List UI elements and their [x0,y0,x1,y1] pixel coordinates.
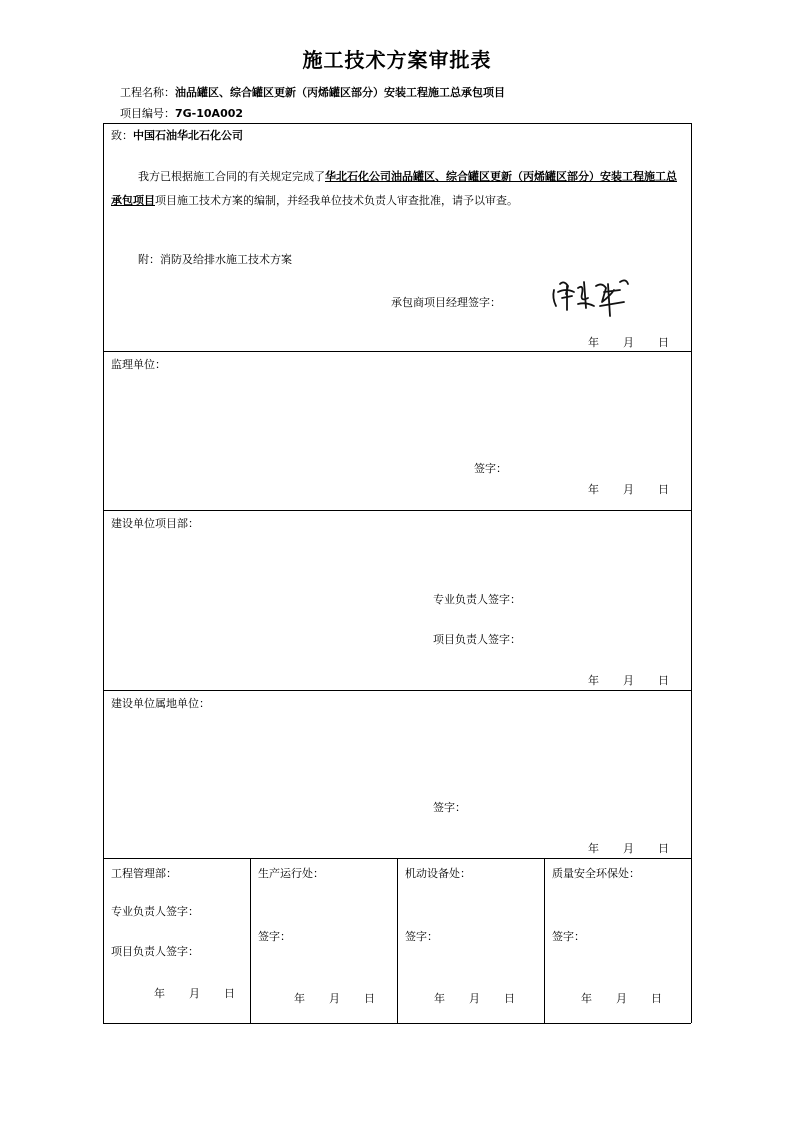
date-line-col2 [294,990,375,1006]
owner-local-unit-label: 建设单位属地单位： [111,697,210,710]
day-label: 日 [364,992,375,1005]
date-line-col1 [154,985,235,1001]
table-border-left [103,123,104,1023]
month-label: 月 [329,992,340,1005]
owner-prof-sign-label: 专业负责人签字： [433,593,521,606]
year-label: 年 [588,483,599,496]
day-label: 日 [504,992,515,1005]
supervisor-label: 监理单位： [111,358,166,371]
year-label: 年 [581,992,592,1005]
project-number-value: 7G-10A002 [175,107,244,120]
table-border-bottom [103,1023,691,1024]
month-label: 月 [189,987,200,1000]
day-label: 日 [658,336,669,349]
col-divider-3 [544,858,545,1023]
month-label: 月 [623,842,634,855]
year-label: 年 [588,336,599,349]
production-dept-label: 生产运行处： [258,867,324,880]
engineering-prof-sign-label: 专业负责人签字： [111,905,199,918]
signature-image [548,276,632,320]
application-paragraph [111,165,684,213]
project-number-row [120,105,243,121]
equipment-sign-label: 签字： [405,930,438,943]
day-label: 日 [658,842,669,855]
table-border-top [103,123,691,124]
year-label: 年 [588,842,599,855]
para-prefix: 我方已根据施工合同的有关规定完成了 [138,170,325,183]
project-number-label: 项目编号： [120,107,175,120]
month-label: 月 [616,992,627,1005]
date-line-1 [588,334,669,350]
attachment-line: 附：消防及给排水施工技术方案 [138,253,292,266]
supervisor-sign-label: 签字： [474,462,507,475]
year-label: 年 [434,992,445,1005]
to-label: 致： [111,129,133,142]
day-label: 日 [658,483,669,496]
month-label: 月 [623,674,634,687]
production-sign-label: 签字： [258,930,291,943]
date-line-col4 [581,990,662,1006]
to-value: 中国石油华北石化公司 [133,129,243,142]
to-line [111,127,243,143]
owner-proj-sign-label: 项目负责人签字： [433,633,521,646]
day-label: 日 [224,987,235,1000]
month-label: 月 [469,992,480,1005]
year-label: 年 [588,674,599,687]
project-name-label: 工程名称： [120,86,175,99]
equipment-dept-label: 机动设备处： [405,867,471,880]
day-label: 日 [651,992,662,1005]
col-divider-2 [397,858,398,1023]
col-divider-1 [250,858,251,1023]
date-line-3 [588,672,669,688]
para-project: 华北石化公司油品罐区、综合罐区更新（丙烯罐区部分）安装工程施工总承包项目 [111,170,677,207]
para-suffix: 项目施工技术方案的编制，并经我单位技术负责人审查批准，请予以审查。 [155,194,518,207]
table-border-right [691,123,692,1023]
day-label: 日 [658,674,669,687]
qhse-sign-label: 签字： [552,930,585,943]
year-label: 年 [294,992,305,1005]
month-label: 月 [623,336,634,349]
owner-project-dept-label: 建设单位项目部： [111,517,199,530]
year-label: 年 [154,987,165,1000]
local-unit-sign-label: 签字： [433,801,466,814]
project-name-row [120,84,505,100]
project-name-value: 油品罐区、综合罐区更新（丙烯罐区部分）安装工程施工总承包项目 [175,86,505,99]
qhse-dept-label: 质量安全环保处： [552,867,640,880]
engineering-proj-sign-label: 项目负责人签字： [111,945,199,958]
month-label: 月 [623,483,634,496]
row-divider-2 [103,510,691,511]
date-line-4 [588,840,669,856]
date-line-col3 [434,990,515,1006]
page-title: 施工技术方案审批表 [302,48,492,72]
engineering-dept-label: 工程管理部： [111,867,177,880]
row-divider-3 [103,690,691,691]
date-line-2 [588,481,669,497]
contractor-sign-label: 承包商项目经理签字： [391,296,501,309]
row-divider-1 [103,351,691,352]
